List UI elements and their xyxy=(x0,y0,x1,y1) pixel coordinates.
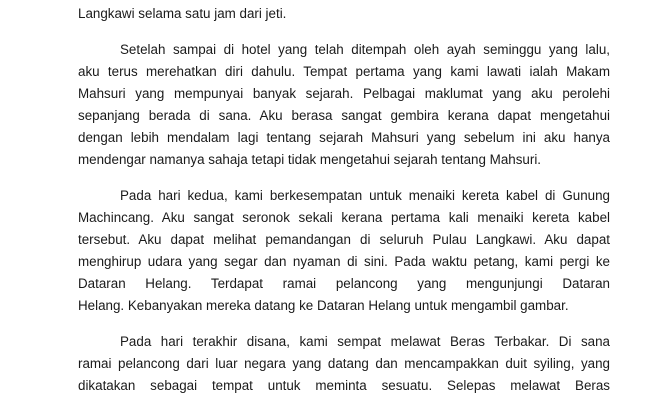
text-line: Machincang. Aku sangat seronok sekali kerana pertama kali menaiki kereta kabel xyxy=(78,210,610,225)
text-line: Pada hari terakhir disana, kami sempat melawat Beras Terbakar. Di sana xyxy=(120,334,610,349)
text-line: dikatakan sebagai tempat untuk meminta sesuatu. Selepas melawat Beras xyxy=(78,378,610,393)
text-line: aku terus merehatkan diri dahulu. Tempat pertama yang kami lawati ialah Makam xyxy=(78,64,610,79)
text-line: Mahsuri yang mempunyai banyak sejarah. Pelbagai maklumat yang aku perolehi xyxy=(78,86,610,101)
text-line: tersebut. Aku dapat melihat pemandangan di seluruh Pulau Langkawi. Aku dapat xyxy=(78,232,610,247)
text-line: menghirup udara yang segar dan nyaman di sini. Pada waktu petang, kami pergi ke xyxy=(78,254,610,269)
text-line: sepanjang berada di sana. Aku berasa sangat gembira kerana dapat mengetahui xyxy=(78,108,610,123)
text-line: Dataran Helang. Terdapat ramai pelancong yang mengunjungi Dataran xyxy=(78,276,610,291)
text-line: dengan lebih mendalam lagi tentang sejarah Mahsuri yang sebelum ini aku hanya xyxy=(78,130,610,145)
text-line: mendengar namanya sahaja tetapi tidak mengetahui sejarah tentang Mahsuri. xyxy=(78,152,542,167)
text-line: Langkawi selama satu jam dari jeti. xyxy=(78,6,287,21)
text-line: ramai pelancong dari luar negara yang datang dan mencampakkan duit syiling, yang xyxy=(78,356,610,371)
text-line: Pada hari kedua, kami berkesempatan untuk menaiki kereta kabel di Gunung xyxy=(120,188,610,203)
text-line: Helang. Kebanyakan mereka datang ke Dataran Helang untuk mengambil gambar. xyxy=(78,298,569,313)
text-line: Setelah sampai di hotel yang telah ditempah oleh ayah seminggu yang lalu, xyxy=(120,42,610,57)
